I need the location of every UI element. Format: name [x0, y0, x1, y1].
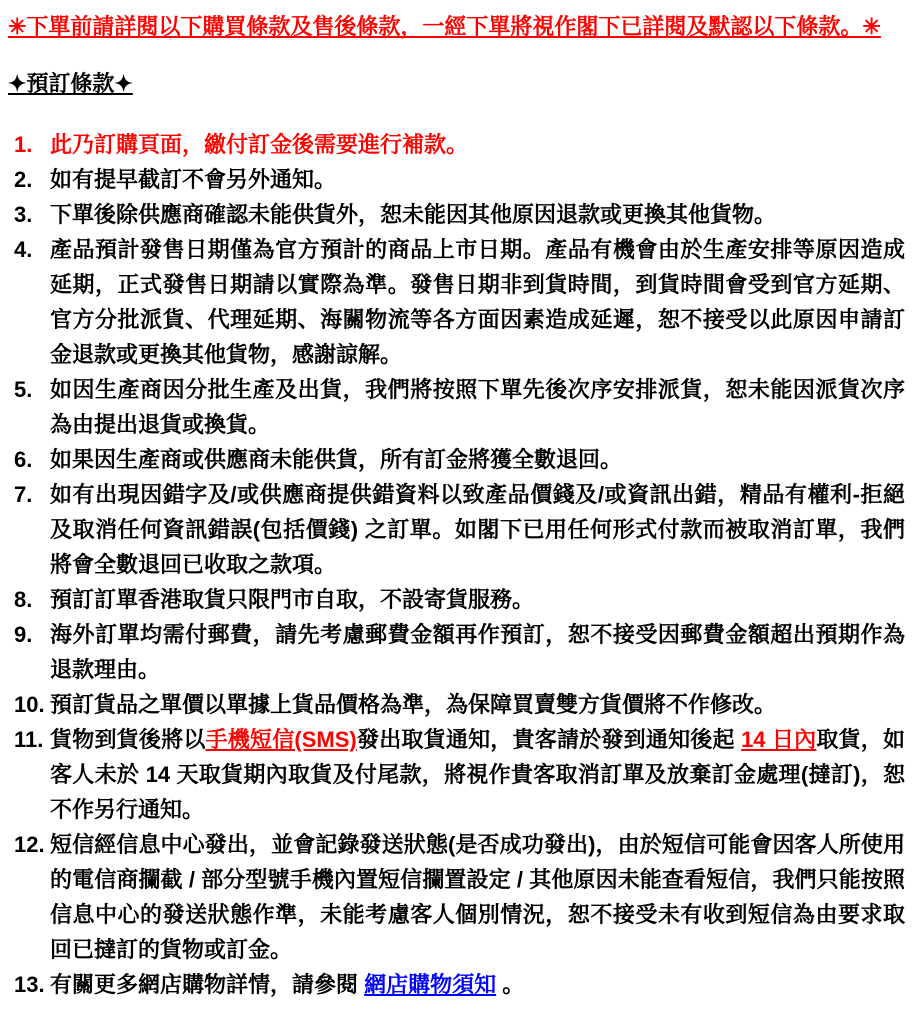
term-text: 。	[496, 972, 525, 997]
pickup-deadline-emphasis: 14 日內	[741, 727, 817, 752]
term-text: 有關更多網店購物詳情，請參閱	[50, 972, 365, 997]
term-item-7	[8, 477, 905, 582]
term-item-8	[8, 582, 905, 617]
term-item-5	[8, 372, 905, 442]
term-text: 如有出現因錯字及/或供應商提供錯資料以致產品價錢及/或資訊出錯，精品有權利-拒絕及取消任何資訊錯誤(包括價錢) 之訂單。如閣下已用任何形式付款而被取消訂單，我們將會全數退回已收取之款項。	[50, 482, 905, 577]
term-text: 下單後除供應商確認未能供貨外，恕未能因其他原因退款或更換其他貨物。	[50, 202, 777, 227]
term-text: 海外訂單均需付郵費，請先考慮郵費金額再作預訂，恕不接受因郵費金額超出預期作為退款理由。	[50, 622, 905, 682]
term-item-12	[8, 827, 905, 967]
term-text: 預訂訂單香港取貨只限門市自取，不設寄貨服務。	[50, 587, 535, 612]
term-item-4	[8, 232, 905, 372]
term-text: 預訂貨品之單價以單據上貨品價格為準，為保障買賣雙方貨價將不作修改。	[50, 692, 777, 717]
sms-notice-emphasis: 手機短信(SMS)	[205, 727, 357, 752]
term-item-10	[8, 687, 905, 722]
shop-guide-link[interactable]: 網店購物須知	[364, 972, 497, 997]
term-text: 如因生產商因分批生產及出貨，我們將按照下單先後次序安排派貨，恕未能因派貨次序為由提出退貨或換貨。	[50, 377, 905, 437]
term-item-11	[8, 722, 905, 827]
term-text: 如有提早截訂不會另外通知。	[50, 167, 337, 192]
term-item-1	[8, 127, 905, 162]
term-item-9	[8, 617, 905, 687]
term-text: 產品預計發售日期僅為官方預計的商品上市日期。產品有機會由於生產安排等原因造成延期，正式發售日期請以實際為準。發售日期非到貨時間，到貨時間會受到官方延期、官方分批派貨、代理延期、海關物流等各方面因素造成延遲，恕不接受以此原因申請訂金退款或更換其他貨物，感謝諒解。	[50, 237, 905, 367]
section-header-preorder-terms: ✦預訂條款✦	[8, 71, 133, 96]
term-item-13	[8, 967, 905, 1002]
page-title: ✳下單前請詳閱以下購買條款及售後條款，一經下單將視作閣下已詳閱及默認以下條款。✳	[8, 14, 881, 39]
term-item-2	[8, 162, 905, 197]
term-text: 如果因生產商或供應商未能供貨，所有訂金將獲全數退回。	[50, 447, 623, 472]
term-item-3	[8, 197, 905, 232]
terms-list	[8, 127, 905, 1002]
term-text: 貨物到貨後將以	[50, 727, 206, 752]
term-text: 此乃訂購頁面，繳付訂金後需要進行補款。	[50, 132, 469, 157]
term-item-6	[8, 442, 905, 477]
term-text: 發出取貨通知，貴客請於發到通知後起	[356, 727, 742, 752]
term-text: 短信經信息中心發出，並會記錄發送狀態(是否成功發出)，由於短信可能會因客人所使用的電信商攔截 / 部分型號手機內置短信攔置設定 / 其他原因未能查看短信，我們只能按照信息中心的發送狀態作準，未能考慮客人個別情況，恕不接受未有收到短信為由要求取回已撻訂的貨物或訂金。	[50, 832, 905, 962]
term-text: 取貨，如客人未於 14 天取貨期內取貨及付尾款，將視作貴客取消訂單及放棄訂金處理(撻訂)，恕不作另行通知。	[50, 727, 905, 822]
